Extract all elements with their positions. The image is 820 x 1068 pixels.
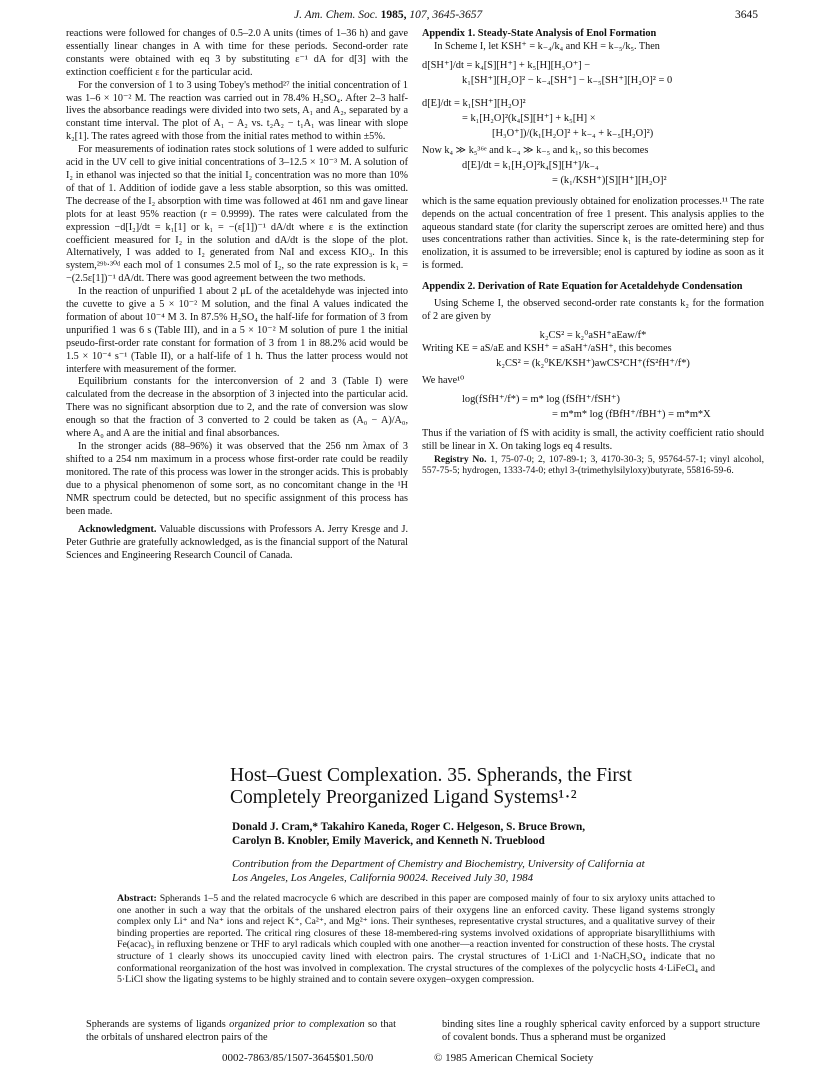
journal-name: J. Am. Chem. Soc. <box>294 9 378 21</box>
equation-2-line-3: [H₃O⁺])/(k₁[H₂O]² + k₋₄ + k₋₅[H₂O]²) <box>492 127 654 139</box>
paragraph-stronger-acids: In the stronger acids (88–96%) it was observed that the 256 nm λmax of 3 shifted to a 254 nm maximum in a process whose first-order rate could be readily monitored. The rate of this process was lower in the stronger acids. This is probably due to a physical phenomenon of some sort, as no concomitant change in the ¹H NMR spectrum could be detected, but no specific assignment of this process has been made. <box>66 441 408 517</box>
appendix-1-intro: In Scheme I, let KSH⁺ = k₋₄/k₄ and KH = k₋₅/k₅. Then <box>434 40 660 52</box>
article-title-line-1: Host–Guest Complexation. 35. Spherands, the First <box>230 765 632 786</box>
appendix-2-intro: Using Scheme I, the observed second-order rate constants k₂ for the formation of 2 are given by <box>422 298 764 322</box>
authors-line-1: Donald J. Cram,* Takahiro Kaneda, Roger C. Helgeson, S. Bruce Brown, <box>232 821 586 833</box>
paragraph-rate-followed: reactions were followed for changes of 0.5–2.0 A units (times of 1–36 h) and gave essentially linear changes in A with time for these periods. Second-order rate constants were obtained with eq 3 by substituting ε⁻¹ dA for d[3] with the extinction coefficient ε for the particular acid. <box>66 28 408 78</box>
acknowledgment-text: Valuable discussions with Professors A. Jerry Kresge and J. Peter Guthrie are gratefully acknowledged, as is the financial support of the Natural Sciences and Engineering Research Council of Canada. <box>66 524 408 562</box>
we-have-text: We have¹⁰ <box>422 374 465 386</box>
which-same-equation-text: which is the same equation previously obtained for enolization processes.¹¹ The rate depends on the actual concentration of free 1 present. This analysis applies to the aqueous standard state (for clarity the superscript zeroes are omitted here) and thus uses concentrations rather than activities. Since k₁ is the rate-determining step for enolization, it is assumed to be irreversible; enol is captured by iodine as soon as it is formed. <box>422 195 765 272</box>
registry-text: 1, 75-07-0; 2, 107-89-1; 3, 4170-30-3; 5, 95764-57-1; vinyl alcohol, 557-75-5; hydrogen, 1333-74-0; ethyl 3-(trimethylsilyloxy)butyrate, 55816-59-6. <box>422 453 764 477</box>
equation-3-line-2: = (k₁/KSH⁺)[S][H⁺][H₂O]² <box>552 174 667 186</box>
acknowledgment-label: Acknowledgment. <box>78 524 157 536</box>
article-affiliation <box>232 857 772 885</box>
abstract-label: Abstract: <box>117 893 157 904</box>
intro-right-column: binding sites line a roughly spherical cavity enforced by a support structure of covalent bonds. Thus a spherand must be organized <box>442 1019 760 1043</box>
abstract-text: Spherands 1–5 and the related macrocycle 6 which are described in this paper are composed mainly of four to six aryloxy units attached to one another in such a way that the orbitals of the unshared electron pairs of their oxygens line an enforced cavity. These ligand systems strongly complex only Li⁺ and Na⁺ ions and reject K⁺, Ca²⁺, and Mg²⁺ ions. Their syntheses, representative crystal structures, and a qualitative survey of their binding properties are reported. The critical ring closures of these 18-membered-ring systems involved oxidations of appropriate bisaryllithiums with Fe(acac)₃ in refluxing benzene or THF to aryl radicals which coupled with one another—a reaction invented for construction of these hosts. The crystal structure of 1 clearly shows its unoccupied cavity lined with electron pairs. The crystal structures of 1·LiCl and 1·NaCH₃SO₄ indicate that no conformational reorganization of the host was involved in complexation. The crystal structures of the complexes of the polycyclic hosts 4·LiFeCl₄ and 5·LiCl show the ligating systems to be highly strained and to contain severe oxygen–oxygen compression. <box>117 893 715 986</box>
journal-citation <box>294 9 482 21</box>
registry-numbers <box>422 454 764 477</box>
journal-year: 1985, <box>380 9 407 21</box>
article-code: 0002-7863/85/1507-3645$01.50/0 <box>222 1052 374 1064</box>
article-authors <box>232 820 772 848</box>
right-column <box>422 28 764 477</box>
running-header <box>62 9 762 25</box>
article-title <box>230 765 750 809</box>
equation-4: k₂CS² = k₂⁰aSH⁺aEaw/f* <box>539 329 647 341</box>
acknowledgment <box>66 524 408 563</box>
equation-6-line-2: = m*m* log (fBfH⁺/fBH⁺) = m*m*X <box>552 408 711 420</box>
equation-5: k₂CS² = (k₂⁰KE/KSH⁺)awCS²CH⁺(fS²fH⁺/f*) <box>496 357 690 369</box>
paragraph-unpurified-acetaldehyde: In the reaction of unpurified 1 about 2 μL of the acetaldehyde was injected into the cuvette to give a 5 × 10⁻² M solution, and the final A values indicated the formation of about 10⁻⁴ M 3. In 87.5% H₂SO₄ the half-life for formation of 3 from unpurified 1 was 6 s (Table III), and in a 5 × 10⁻² M solution of pure 1 the initial pseudo-first-order rate constant for formation of 3 from 1 in 88.2% acid would be 1.5 × 10⁻⁴ s⁻¹ (Table II), or a half-life of 1 h. Thus the latter process would not interfere with measurement of the former. <box>66 286 408 375</box>
page-number: 3645 <box>735 9 758 21</box>
copyright-notice: © 1985 American Chemical Society <box>434 1052 594 1064</box>
registry-label: Registry No. <box>434 453 487 465</box>
authors-line-2: Carolyn B. Knobler, Emily Maverick, and Kenneth N. Trueblood <box>232 835 545 847</box>
appendix-2-title: Appendix 2. Derivation of Rate Equation for Acetaldehyde Condensation <box>422 281 743 293</box>
article-title-line-2: Completely Preorganized Ligand Systems¹·² <box>230 787 577 808</box>
writing-ke-text: Writing KE = aS/aE and KSH⁺ = aSaH⁺/aSH⁺, this becomes <box>422 342 672 354</box>
equation-6-line-1: log(fSfH⁺/f*) = m* log (fSfH⁺/fSH⁺) <box>462 393 620 405</box>
appendix-1-title: Appendix 1. Steady-State Analysis of Enol Formation <box>422 28 657 39</box>
article-abstract <box>117 893 715 986</box>
equation-3-line-1: d[E]/dt = k₁[H₂O]²k₄[S][H⁺]/k₋₄ <box>462 159 599 171</box>
now-becomes-text: Now k₄ ≫ k₅³⁶ᵉ and k₋₄ ≫ k₋₅ and k₁, so this becomes <box>422 144 649 156</box>
paragraph-tobey-method: For the conversion of 1 to 3 using Tobey's method²⁷ the initial concentration of 1 was 1–6 × 10⁻² M. The reaction was carried out in 78.4% H₂SO₄. After 2–3 half-lives the absorbance readings were divided into two sets, A₁ and A₂, separated by a constant time interval. The plot of A₁ − A₂ vs. t₂A₂ − t₁A₁ was linear with slope k₂[1]. The rates agreed with those from the initial rates method to within ±5%. <box>66 79 408 143</box>
equation-1-line-1: d[SH⁺]/dt = k₄[S][H⁺] + k₅[H][H₃O⁺] − <box>422 59 591 71</box>
journal-volume-pages: 107, 3645-3657 <box>409 9 483 21</box>
intro-left-text-start: Spherands are systems of ligands <box>86 1019 230 1030</box>
paragraph-equilibrium-constants: Equilibrium constants for the interconversion of 2 and 3 (Table I) were calculated from the decrease in the absorption of 3 injected into the particular acid. There was no significant absorption due to 2, and the rate of conversion was slow enough so that the fraction of 3 converted to 2 could be taken as (A₀ − A)/A₀, where A₀ and A are the initial and final absorbances. <box>66 376 408 440</box>
intro-left-emphasis: organized prior to complexation <box>229 1019 365 1030</box>
equation-1-line-2: k₁[SH⁺][H₂O]² − k₋₄[SH⁺] − k₋₅[SH⁺][H₂O]² = 0 <box>462 74 673 86</box>
intro-left-text-end: so that the orbitals of unshared electron pairs of the <box>86 1019 396 1043</box>
equation-2-line-2: = k₁[H₂O]²(k₄[S][H⁺] + k₅[H] × <box>462 112 596 124</box>
intro-left-column <box>86 1019 396 1044</box>
affiliation-line-1: Contribution from the Department of Chemistry and Biochemistry, University of California at <box>232 858 645 870</box>
affiliation-line-2: Los Angeles, Los Angeles, California 90024. Received July 30, 1984 <box>232 872 534 884</box>
left-column <box>66 28 408 563</box>
thus-variation-text: Thus if the variation of fS with acidity is small, the activity coefficient ratio should still be linear in X. On taking logs eq 4 results. <box>422 427 764 452</box>
equation-2-line-1: d[E]/dt = k₁[SH⁺][H₂O]² <box>422 97 526 109</box>
paragraph-iodination-rates: For measurements of iodination rates stock solutions of 1 were added to sulfuric acid in the UV cell to give initial concentrations of 3–12.5 × 10⁻³ M. A solution of I₂ in ethanol was injected so that the initial I₂ concentration was no more than 10% of that of 1. Addition of iodide gave a less stable absorption, so this was omitted. The decrease of the I₂ absorption with time was followed at 461 nm and gave linear plots for at least 95% reaction (r = 0.9999). The rates were calculated from the expression −d[I₂]/dt = k₁[1] or k₁ = −(ε[1])⁻¹ dA/dt where ε is the extinction coefficient measured for I₂ in the solution and dA/dt is the slope of the plot. Alternatively, I was added to I₂ generated from NaI and excess KIO₃. In this system,²⁹ᵇ·³⁰ᵈ each mol of 1 consumes 2.5 mol of I₂, so the rate expression is k₁ = −(2.5ε[1])⁻¹ dA/dt. There was good agreement between the two methods. <box>66 144 408 285</box>
